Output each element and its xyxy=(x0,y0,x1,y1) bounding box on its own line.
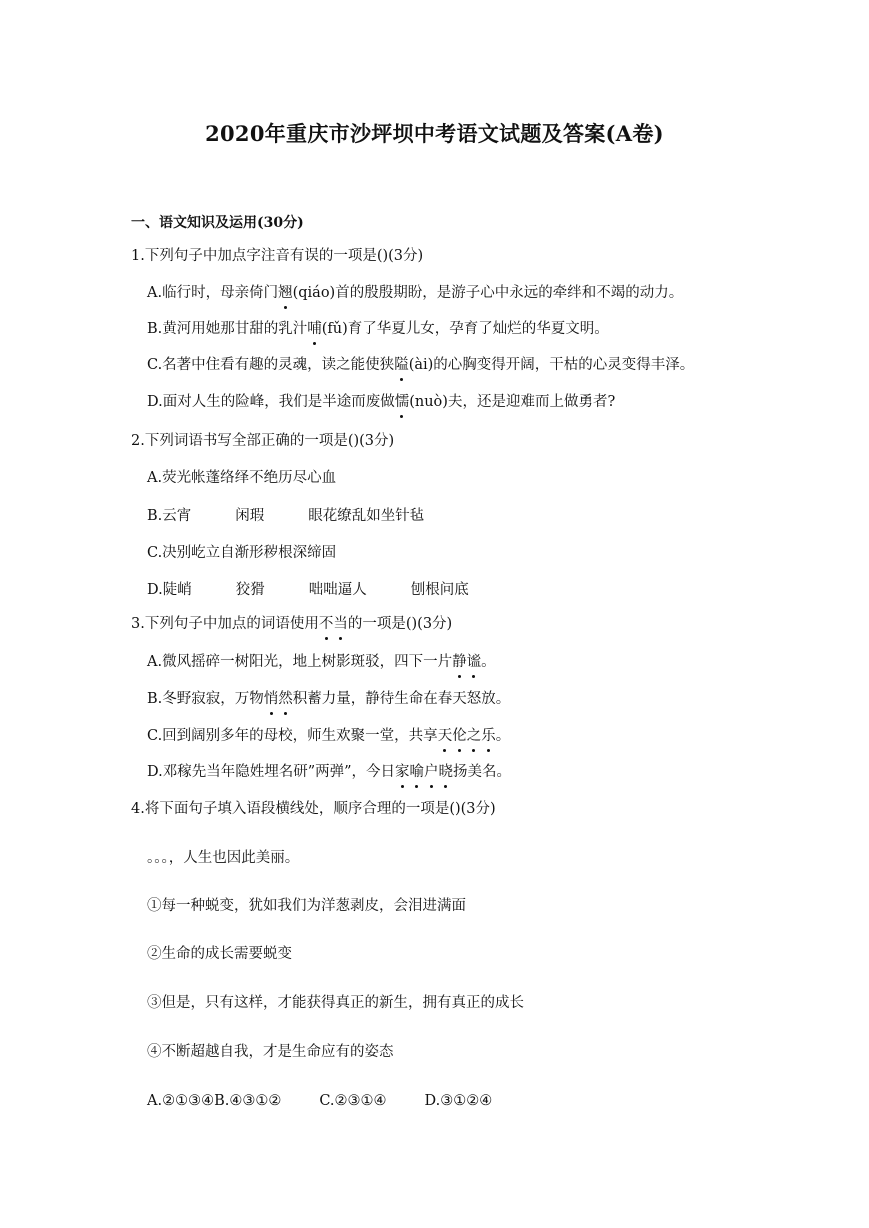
question-2-stem: 2.下列词语书写全部正确的一项是()(3分) xyxy=(131,433,395,449)
question-3-option-b: B.冬野寂寂，万物悄然积蓄力量，静待生命在春天怒放。 xyxy=(147,691,511,707)
question-2-option-c: C.决别屹立自渐形秽根深缔固 xyxy=(147,545,337,561)
question-2-option-b: B.云宵 闲瑕 眼花缭乱如坐针毡 xyxy=(147,508,425,524)
question-3-option-a: A.微风摇碎一树阳光，地上树影斑驳，四下一片静谧。 xyxy=(147,654,496,670)
question-4-sentence-1: ①每一种蜕变，犹如我们为洋葱剥皮，会泪进满面 xyxy=(147,898,466,914)
section-heading: 一、语文知识及运用(30分) xyxy=(131,215,304,231)
question-4-sentence-2: ②生命的成长需要蜕变 xyxy=(147,946,292,962)
question-4-stem: 4.将下面句子填入语段横线处，顺序合理的一项是()(3分) xyxy=(131,801,496,817)
question-1-option-a: A.临行时，母亲倚门翘(qiáo)首的殷殷期盼，是游子心中永远的牵绊和不竭的动力。 xyxy=(147,285,684,301)
question-1-stem: 1.下列句子中加点字注音有误的一项是()(3分) xyxy=(131,248,424,264)
question-4-sentence-3: ③但是，只有这样，才能获得真正的新生，拥有真正的成长 xyxy=(147,995,524,1011)
question-1-option-c: C.名著中住看有趣的灵魂，读之能使狭隘(ài)的心胸变得开阔，干枯的心灵变得丰泽。 xyxy=(147,357,695,373)
question-3-option-c: C.回到阔别多年的母校，师生欢聚一堂，共享天伦之乐。 xyxy=(147,728,511,744)
question-2-option-a: A.荧光帐蓬络绎不绝历尽心血 xyxy=(147,470,337,486)
question-1-option-d: D.面对人生的险峰，我们是半途而废做懦(nuò)夫，还是迎难而上做勇者? xyxy=(147,394,616,410)
question-4-sentence-4: ④不断超越自我，才是生命应有的姿态 xyxy=(147,1044,394,1060)
document-title: 2020年重庆市沙坪坝中考语文试题及答案(A卷) xyxy=(205,121,664,146)
question-3-option-d: D.邓稼先当年隐姓埋名研”两弹”，今日家喻户晓扬美名。 xyxy=(147,764,512,780)
question-2-option-d: D.陡峭 狡猾 咄咄逼人 刨根问底 xyxy=(147,582,469,598)
question-1-option-b: B.黄河用她那甘甜的乳汁哺(fǔ)育了华夏儿女，孕育了灿烂的华夏文明。 xyxy=(147,321,609,337)
question-3-stem: 3.下列句子中加点的词语使用不当的一项是()(3分) xyxy=(131,616,453,632)
question-4-options: A.②①③④B.④③①② C.②③①④ D.③①②④ xyxy=(147,1093,493,1109)
question-4-passage: 。。。，人生也因此美丽。 xyxy=(147,850,300,866)
